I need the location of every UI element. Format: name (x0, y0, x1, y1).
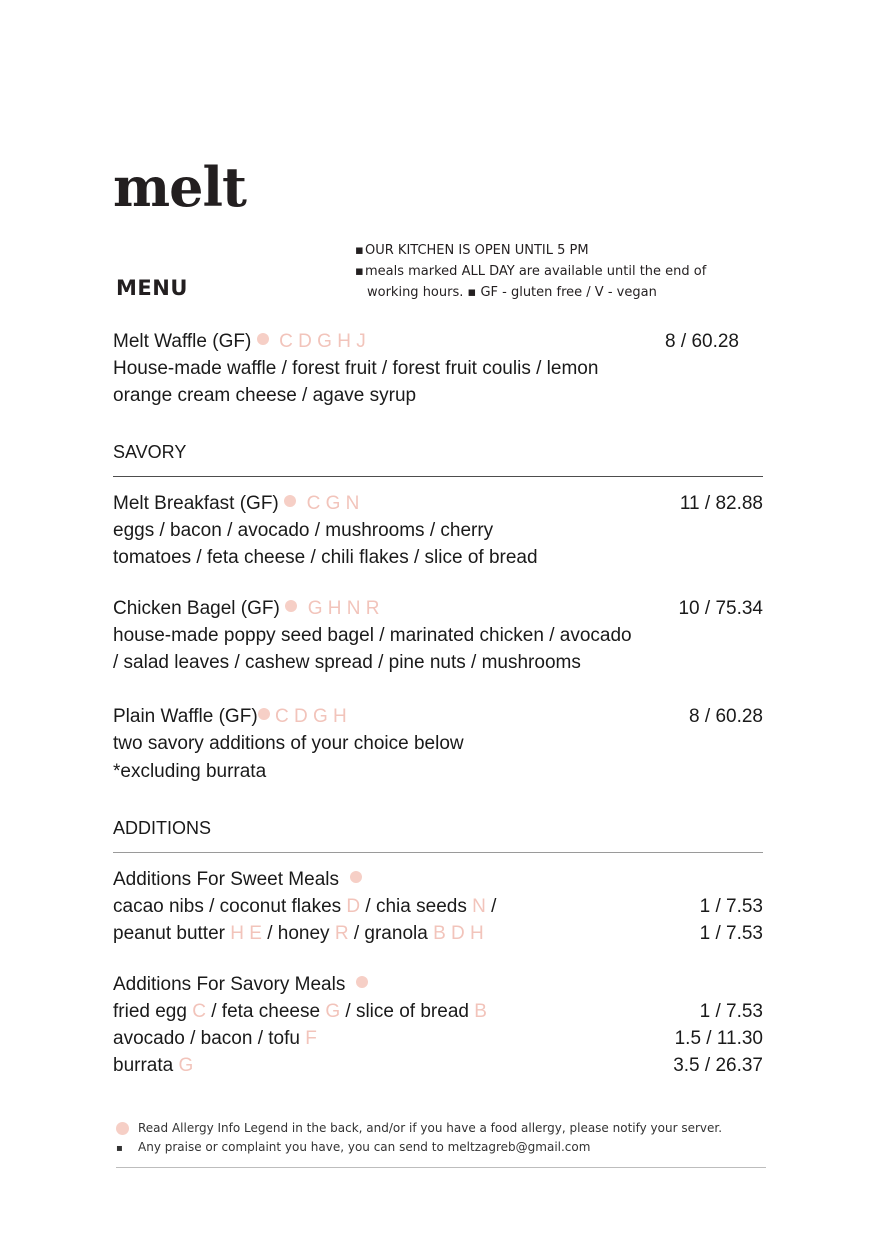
menu-item-description: *excluding burrata (113, 761, 267, 782)
addition-line: cacao nibs / coconut flakes D / chia seeds N / (113, 896, 497, 917)
square-bullet-icon: ▪ (355, 243, 364, 258)
section-title-additions: ADDITIONS (113, 818, 212, 838)
menu-item-price: 8 / 60.28 (665, 331, 739, 352)
square-bullet-icon: ▪ (355, 264, 364, 279)
addition-price: 3.5 / 26.37 (673, 1055, 763, 1076)
brand-logo: melt (113, 155, 246, 219)
addition-line: avocado / bacon / tofu F (113, 1028, 317, 1049)
menu-item-price: 8 / 60.28 (689, 706, 763, 727)
allergen-codes: C (192, 1001, 206, 1022)
menu-item-title: Melt Waffle (GF) C D G H J (113, 331, 366, 352)
note-line: working hours. ▪ GF - gluten free / V - vegan (367, 285, 657, 300)
section-divider (113, 476, 763, 477)
footer-divider (116, 1167, 766, 1168)
allergen-codes: C G N (306, 493, 360, 514)
allergy-dot-icon (356, 976, 368, 988)
addition-line: fried egg C / feta cheese G / slice of bread B (113, 1001, 487, 1022)
menu-item-description: house-made poppy seed bagel / marinated chicken / avocado (113, 625, 632, 646)
menu-item-price: 11 / 82.88 (679, 493, 763, 514)
allergen-codes: F (305, 1028, 317, 1049)
menu-item-price: 10 / 75.34 (678, 598, 763, 619)
additions-group-title: Additions For Sweet Meals (113, 866, 362, 893)
allergen-codes: R (334, 923, 349, 944)
allergen-codes: H E (230, 923, 262, 944)
allergy-dot-icon (350, 871, 362, 883)
note-line: ▪meals marked ALL DAY are available until the end of (355, 261, 775, 282)
allergy-dot-icon (258, 708, 270, 720)
section-divider (113, 852, 763, 853)
allergy-dot-icon (285, 600, 297, 612)
addition-price: 1 / 7.53 (699, 923, 763, 944)
allergen-codes: G H N R (307, 598, 380, 619)
addition-line: peanut butter H E / honey R / granola B D H (113, 923, 484, 944)
note-line: ▪OUR KITCHEN IS OPEN UNTIL 5 PM (355, 240, 775, 261)
menu-item-description: eggs / bacon / avocado / mushrooms / cherry (113, 520, 494, 541)
allergen-codes: G (325, 1001, 341, 1022)
allergy-dot-icon (284, 495, 296, 507)
menu-item-description: orange cream cheese / agave syrup (113, 385, 417, 406)
additions-group-title: Additions For Savory Meals (113, 971, 368, 998)
addition-price: 1 / 7.53 (699, 896, 763, 917)
square-bullet-icon: ▪ (116, 1143, 123, 1154)
menu-item-description: / salad leaves / cashew spread / pine nuts / mushrooms (113, 652, 581, 673)
menu-title: MENU (116, 276, 188, 300)
addition-price: 1.5 / 11.30 (674, 1028, 763, 1049)
menu-item-title: Chicken Bagel (GF) G H N R (113, 598, 380, 619)
allergen-codes: B (474, 1001, 487, 1022)
menu-item-title: Melt Breakfast (GF) C G N (113, 493, 360, 514)
menu-item-description: tomatoes / feta cheese / chili flakes / slice of bread (113, 547, 538, 568)
footer-allergy-note: Read Allergy Info Legend in the back, and/or if you have a food allergy, please notify your server. (116, 1119, 722, 1137)
menu-item-title: Plain Waffle (GF) C D G H (113, 706, 347, 727)
kitchen-notes (355, 240, 775, 303)
allergen-codes: N (472, 896, 486, 917)
allergen-codes: B D H (433, 923, 484, 944)
menu-item-description: two savory additions of your choice below (113, 733, 464, 754)
allergen-codes: C D G H J (279, 331, 366, 352)
allergen-codes: D (346, 896, 361, 917)
allergen-codes: G (178, 1055, 194, 1076)
section-title-savory: SAVORY (113, 442, 187, 462)
allergy-dot-icon (257, 333, 269, 345)
footer-contact-note: ▪ Any praise or complaint you have, you can send to meltzagreb@gmail.com (116, 1138, 590, 1158)
allergen-codes: C D G H (274, 706, 347, 727)
allergy-dot-icon (116, 1122, 129, 1135)
addition-line: burrata G (113, 1055, 194, 1076)
menu-item-description: House-made waffle / forest fruit / forest fruit coulis / lemon (113, 358, 599, 379)
addition-price: 1 / 7.53 (699, 1001, 763, 1022)
